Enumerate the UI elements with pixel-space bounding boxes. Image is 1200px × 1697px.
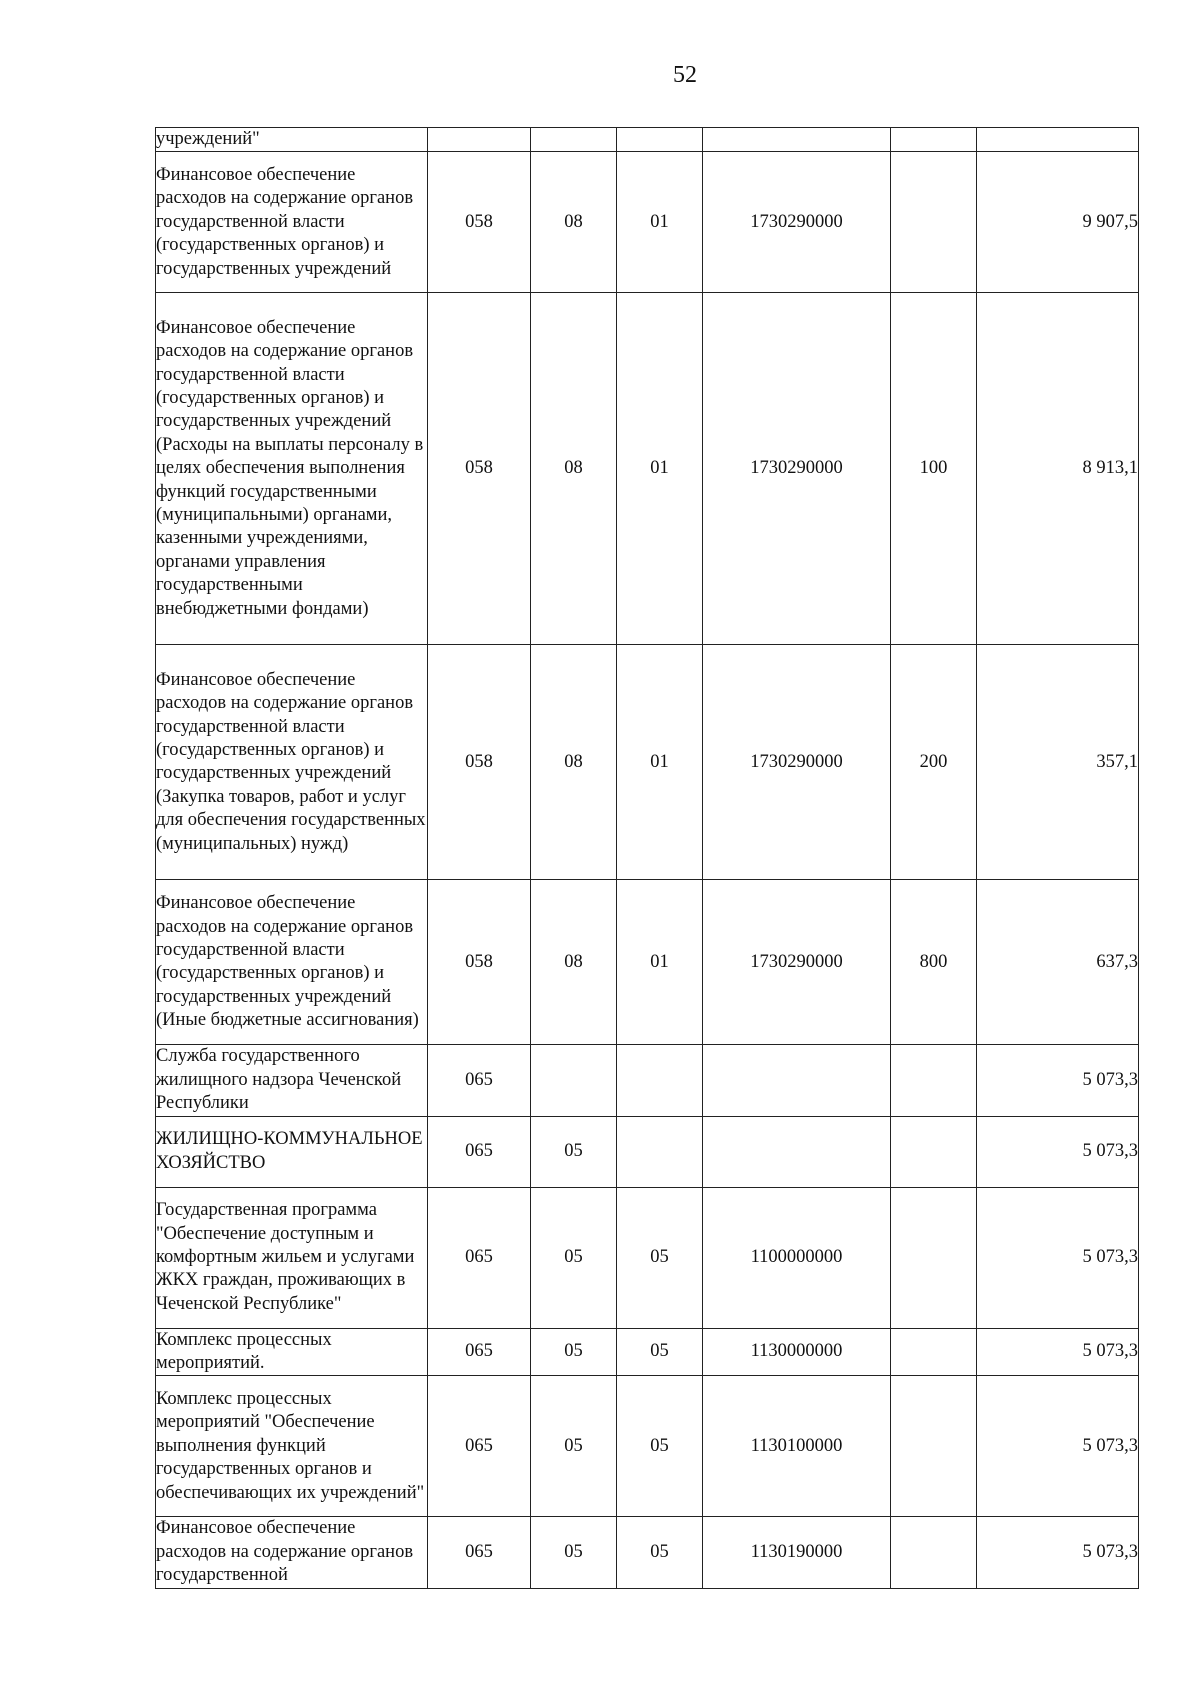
table-row xyxy=(156,293,1139,645)
ministry-code: 058 xyxy=(428,293,531,645)
expense-type-code xyxy=(891,1116,977,1187)
subsection-code: 01 xyxy=(617,880,703,1045)
subsection-code: 05 xyxy=(617,1376,703,1517)
ministry-code: 058 xyxy=(428,880,531,1045)
ministry-code: 065 xyxy=(428,1045,531,1116)
row-name: Финансовое обеспечение расходов на содержание органов государственной власти (государственных органов) и государственных учреждений (Иные бюджетные ассигнования) xyxy=(156,880,428,1045)
subsection-code: 05 xyxy=(617,1187,703,1328)
page-number: 52 xyxy=(673,62,697,88)
ministry-code: 065 xyxy=(428,1517,531,1588)
subsection-code: 01 xyxy=(617,293,703,645)
expense-type-code xyxy=(891,1517,977,1588)
section-code: 08 xyxy=(531,880,617,1045)
table-row xyxy=(156,1116,1139,1187)
row-name: Государственная программа "Обеспечение доступным и комфортным жильем и услугами ЖКХ граждан, проживающих в Чеченской Республике" xyxy=(156,1187,428,1328)
section-code: 05 xyxy=(531,1116,617,1187)
target-item-code: 1730290000 xyxy=(703,152,891,293)
row-name: Комплекс процессных мероприятий "Обеспечение выполнения функций государственных органов и обеспечивающих их учреждений" xyxy=(156,1376,428,1517)
section-code: 08 xyxy=(531,645,617,880)
expense-type-code: 100 xyxy=(891,293,977,645)
subsection-code: 05 xyxy=(617,1517,703,1588)
section-code: 08 xyxy=(531,152,617,293)
section-code: 05 xyxy=(531,1376,617,1517)
row-name: Комплекс процессных мероприятий. xyxy=(156,1328,428,1376)
amount: 5 073,3 xyxy=(977,1376,1139,1517)
table-row xyxy=(156,1187,1139,1328)
row-name: Финансовое обеспечение расходов на содержание органов государственной власти (государственных органов) и государственных учреждений (Закупка товаров, работ и услуг для обеспечения государственных (муниципальных) нужд) xyxy=(156,645,428,880)
amount: 5 073,3 xyxy=(977,1116,1139,1187)
expense-type-code xyxy=(891,1187,977,1328)
table-row xyxy=(156,152,1139,293)
budget-table xyxy=(155,127,1139,1589)
expense-type-code xyxy=(891,152,977,293)
target-item-code: 1130000000 xyxy=(703,1328,891,1376)
expense-type-code xyxy=(891,1045,977,1116)
target-item-code: 1730290000 xyxy=(703,880,891,1045)
row-name: Финансовое обеспечение расходов на содержание органов государственной xyxy=(156,1517,428,1588)
amount: 637,3 xyxy=(977,880,1139,1045)
ministry-code xyxy=(428,128,531,152)
table-row xyxy=(156,1045,1139,1116)
target-item-code: 1730290000 xyxy=(703,293,891,645)
row-name: учреждений" xyxy=(156,128,428,152)
section-code: 08 xyxy=(531,293,617,645)
amount: 357,1 xyxy=(977,645,1139,880)
subsection-code xyxy=(617,1045,703,1116)
expense-type-code xyxy=(891,128,977,152)
table-row xyxy=(156,1517,1139,1588)
row-name: ЖИЛИЩНО-КОММУНАЛЬНОЕ ХОЗЯЙСТВО xyxy=(156,1116,428,1187)
subsection-code: 01 xyxy=(617,645,703,880)
target-item-code xyxy=(703,1116,891,1187)
section-code xyxy=(531,128,617,152)
amount: 5 073,3 xyxy=(977,1187,1139,1328)
target-item-code xyxy=(703,1045,891,1116)
ministry-code: 058 xyxy=(428,152,531,293)
target-item-code: 1730290000 xyxy=(703,645,891,880)
subsection-code: 01 xyxy=(617,152,703,293)
row-name: Финансовое обеспечение расходов на содержание органов государственной власти (государственных органов) и государственных учреждений (Расходы на выплаты персоналу в целях обеспечения выполнения функций государственными (муниципальными) органами, казенными учреждениями, органами управления государственными внебюджетными фондами) xyxy=(156,293,428,645)
table-row xyxy=(156,128,1139,152)
section-code: 05 xyxy=(531,1187,617,1328)
target-item-code xyxy=(703,128,891,152)
table-row xyxy=(156,645,1139,880)
amount: 5 073,3 xyxy=(977,1045,1139,1116)
target-item-code: 1130100000 xyxy=(703,1376,891,1517)
expense-type-code: 800 xyxy=(891,880,977,1045)
expense-type-code: 200 xyxy=(891,645,977,880)
table-row xyxy=(156,1328,1139,1376)
ministry-code: 065 xyxy=(428,1116,531,1187)
row-name: Служба государственного жилищного надзора Чеченской Республики xyxy=(156,1045,428,1116)
section-code xyxy=(531,1045,617,1116)
ministry-code: 065 xyxy=(428,1187,531,1328)
table-row xyxy=(156,880,1139,1045)
subsection-code xyxy=(617,128,703,152)
section-code: 05 xyxy=(531,1517,617,1588)
ministry-code: 065 xyxy=(428,1376,531,1517)
target-item-code: 1100000000 xyxy=(703,1187,891,1328)
table-row xyxy=(156,1376,1139,1517)
target-item-code: 1130190000 xyxy=(703,1517,891,1588)
expense-type-code xyxy=(891,1328,977,1376)
ministry-code: 058 xyxy=(428,645,531,880)
subsection-code: 05 xyxy=(617,1328,703,1376)
section-code: 05 xyxy=(531,1328,617,1376)
subsection-code xyxy=(617,1116,703,1187)
row-name: Финансовое обеспечение расходов на содержание органов государственной власти (государственных органов) и государственных учреждений xyxy=(156,152,428,293)
amount: 8 913,1 xyxy=(977,293,1139,645)
ministry-code: 065 xyxy=(428,1328,531,1376)
expense-type-code xyxy=(891,1376,977,1517)
amount: 9 907,5 xyxy=(977,152,1139,293)
amount: 5 073,3 xyxy=(977,1328,1139,1376)
amount: 5 073,3 xyxy=(977,1517,1139,1588)
amount xyxy=(977,128,1139,152)
